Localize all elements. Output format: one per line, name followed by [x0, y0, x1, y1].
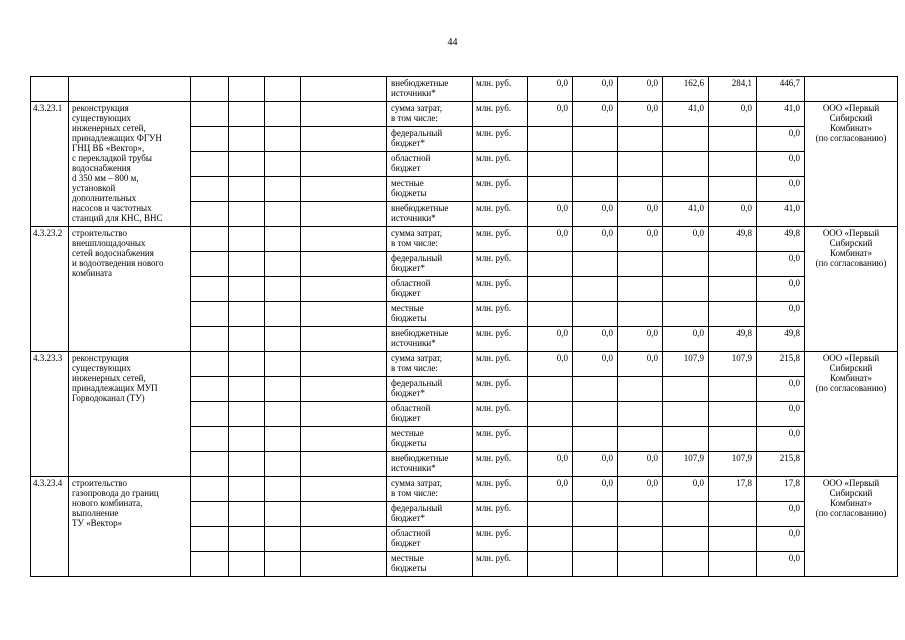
value-cell: 0,0: [757, 252, 805, 277]
blank-cell: [191, 227, 229, 252]
blank-cell: [265, 477, 301, 502]
blank-cell: [265, 452, 301, 477]
funding-source-cell: [387, 502, 473, 527]
unit-cell: млн. руб.: [473, 227, 528, 252]
funding-source: внебюджетные источники*: [391, 453, 449, 473]
blank-cell: [301, 227, 387, 252]
blank-cell: [229, 377, 265, 402]
value-cell: [663, 177, 709, 202]
table-row: [31, 102, 898, 127]
value-cell: 107,9: [709, 452, 757, 477]
value-cell: 0,0: [528, 77, 573, 102]
value-cell: 41,0: [757, 102, 805, 127]
value-cell: 0,0: [618, 477, 663, 502]
value-cell: [663, 277, 709, 302]
blank-cell: [301, 377, 387, 402]
unit-cell: млн. руб.: [473, 352, 528, 377]
funding-source-cell: [387, 352, 473, 377]
value-cell: 0,0: [573, 452, 618, 477]
value-cell: 0,0: [573, 77, 618, 102]
blank-cell: [265, 102, 301, 127]
value-cell: [573, 427, 618, 452]
value-cell: 0,0: [757, 402, 805, 427]
value-cell: [528, 302, 573, 327]
funding-source: местные бюджеты: [391, 303, 427, 323]
funding-source: местные бюджеты: [391, 428, 427, 448]
value-cell: 0,0: [528, 227, 573, 252]
value-cell: 107,9: [709, 352, 757, 377]
program-table: [30, 76, 898, 577]
funding-source-cell: [387, 452, 473, 477]
blank-cell: [265, 427, 301, 452]
blank-cell: [191, 452, 229, 477]
blank-cell: [229, 477, 265, 502]
value-cell: 0,0: [663, 477, 709, 502]
blank-cell: [191, 77, 229, 102]
unit-cell: млн. руб.: [473, 327, 528, 352]
value-cell: [573, 402, 618, 427]
executor-cell: ООО «Первый Сибирский Комбинат» (по согласованию): [805, 227, 898, 352]
value-cell: [709, 527, 757, 552]
funding-source-cell: [387, 152, 473, 177]
blank-cell: [191, 377, 229, 402]
funding-source: местные бюджеты: [391, 178, 427, 198]
value-cell: [663, 552, 709, 577]
blank-cell: [301, 402, 387, 427]
blank-cell: [301, 502, 387, 527]
funding-source: сумма затрат, в том числе:: [391, 478, 442, 498]
value-cell: [528, 277, 573, 302]
value-cell: [663, 527, 709, 552]
blank-cell: [191, 302, 229, 327]
unit-cell: млн. руб.: [473, 127, 528, 152]
funding-source: внебюджетные источники*: [391, 328, 449, 348]
value-cell: 0,0: [528, 452, 573, 477]
unit-cell: млн. руб.: [473, 177, 528, 202]
blank-cell: [191, 402, 229, 427]
value-cell: 0,0: [573, 477, 618, 502]
value-cell: [618, 252, 663, 277]
blank-cell: [229, 552, 265, 577]
value-cell: [663, 152, 709, 177]
value-cell: [709, 427, 757, 452]
value-cell: 0,0: [757, 177, 805, 202]
measure-name: реконструкция существующих инженерных сетей, принадлежащих МУП Горводоканал (ТУ): [69, 352, 191, 477]
value-cell: [528, 552, 573, 577]
value-cell: 0,0: [618, 352, 663, 377]
unit-cell: млн. руб.: [473, 552, 528, 577]
value-cell: [618, 152, 663, 177]
blank-cell: [229, 527, 265, 552]
blank-cell: [301, 302, 387, 327]
funding-source: федеральный бюджет*: [391, 503, 443, 523]
value-cell: 0,0: [618, 327, 663, 352]
blank-cell: [301, 177, 387, 202]
unit-cell: млн. руб.: [473, 277, 528, 302]
funding-source-cell: [387, 277, 473, 302]
value-cell: [573, 277, 618, 302]
value-cell: [573, 302, 618, 327]
value-cell: 41,0: [663, 102, 709, 127]
value-cell: 0,0: [528, 352, 573, 377]
value-cell: 0,0: [757, 427, 805, 452]
blank-cell: [265, 177, 301, 202]
value-cell: [663, 427, 709, 452]
measure-code: 4.3.23.1: [31, 102, 69, 227]
blank-cell: [301, 477, 387, 502]
value-cell: 0,0: [757, 552, 805, 577]
blank-cell: [265, 202, 301, 227]
value-cell: 107,9: [663, 452, 709, 477]
blank-cell: [229, 427, 265, 452]
name-cell: [69, 77, 191, 102]
value-cell: [709, 302, 757, 327]
blank-cell: [191, 502, 229, 527]
value-cell: 0,0: [709, 102, 757, 127]
blank-cell: [191, 352, 229, 377]
blank-cell: [229, 177, 265, 202]
blank-cell: [301, 152, 387, 177]
value-cell: 0,0: [757, 377, 805, 402]
value-cell: 0,0: [618, 227, 663, 252]
funding-source-cell: [387, 402, 473, 427]
value-cell: 0,0: [618, 77, 663, 102]
value-cell: [573, 377, 618, 402]
funding-source-cell: [387, 302, 473, 327]
value-cell: 446,7: [757, 77, 805, 102]
unit-cell: млн. руб.: [473, 377, 528, 402]
funding-source: сумма затрат, в том числе:: [391, 228, 442, 248]
measure-name: реконструкция существующих инженерных сетей, принадлежащих ФГУН ГНЦ ВБ «Вектор», с перекладкой трубы водоснабжения d 350 мм – 800 м, установкой дополнительных насосов и частотных станций для КНС, ВНС: [69, 102, 191, 227]
measure-name: строительство газопровода до границ нового комбината, выполнение ТУ «Вектор»: [69, 477, 191, 577]
value-cell: 0,0: [757, 152, 805, 177]
value-cell: [618, 402, 663, 427]
unit-cell: млн. руб.: [473, 427, 528, 452]
value-cell: 0,0: [618, 102, 663, 127]
blank-cell: [229, 352, 265, 377]
blank-cell: [301, 102, 387, 127]
blank-cell: [265, 77, 301, 102]
blank-cell: [191, 277, 229, 302]
value-cell: [528, 402, 573, 427]
funding-source-cell: [387, 477, 473, 502]
value-cell: [663, 502, 709, 527]
value-cell: [618, 377, 663, 402]
table-row: [31, 352, 898, 377]
blank-cell: [265, 302, 301, 327]
value-cell: 0,0: [573, 327, 618, 352]
value-cell: 49,8: [709, 327, 757, 352]
measure-code: 4.3.23.2: [31, 227, 69, 352]
blank-cell: [191, 252, 229, 277]
value-cell: [528, 527, 573, 552]
value-cell: [663, 377, 709, 402]
table-row: [31, 227, 898, 252]
value-cell: 0,0: [618, 452, 663, 477]
value-cell: [573, 177, 618, 202]
value-cell: [709, 502, 757, 527]
value-cell: 107,9: [663, 352, 709, 377]
value-cell: 284,1: [709, 77, 757, 102]
blank-cell: [265, 252, 301, 277]
value-cell: [528, 252, 573, 277]
funding-source-cell: [387, 102, 473, 127]
blank-cell: [301, 277, 387, 302]
blank-cell: [191, 152, 229, 177]
measure-name: строительство внешплощадочных сетей водоснабжения и водоотведения нового комбината: [69, 227, 191, 352]
table-row: [31, 477, 898, 502]
funding-source-cell: [387, 227, 473, 252]
value-cell: 162,6: [663, 77, 709, 102]
blank-cell: [301, 427, 387, 452]
blank-cell: [191, 552, 229, 577]
value-cell: [528, 502, 573, 527]
blank-cell: [265, 152, 301, 177]
page-number: 44: [447, 37, 458, 48]
executor-cell: ООО «Первый Сибирский Комбинат» (по согласованию): [805, 102, 898, 227]
value-cell: [618, 302, 663, 327]
value-cell: 0,0: [757, 502, 805, 527]
blank-cell: [229, 277, 265, 302]
funding-source: внебюджетные источники*: [391, 78, 449, 98]
unit-cell: млн. руб.: [473, 202, 528, 227]
funding-source: федеральный бюджет*: [391, 378, 443, 398]
value-cell: [528, 427, 573, 452]
value-cell: [709, 152, 757, 177]
blank-cell: [301, 127, 387, 152]
blank-cell: [229, 227, 265, 252]
value-cell: [618, 552, 663, 577]
blank-cell: [191, 127, 229, 152]
blank-cell: [301, 452, 387, 477]
value-cell: 49,8: [709, 227, 757, 252]
value-cell: 0,0: [528, 327, 573, 352]
value-cell: [528, 152, 573, 177]
value-cell: 41,0: [757, 202, 805, 227]
blank-cell: [229, 327, 265, 352]
unit-cell: млн. руб.: [473, 402, 528, 427]
blank-cell: [229, 402, 265, 427]
value-cell: [528, 127, 573, 152]
unit-cell: млн. руб.: [473, 302, 528, 327]
funding-source: сумма затрат, в том числе:: [391, 353, 442, 373]
value-cell: [663, 127, 709, 152]
value-cell: 0,0: [528, 102, 573, 127]
value-cell: 0,0: [573, 202, 618, 227]
blank-cell: [191, 327, 229, 352]
value-cell: [709, 127, 757, 152]
value-cell: 17,8: [709, 477, 757, 502]
value-cell: 0,0: [757, 527, 805, 552]
blank-cell: [229, 252, 265, 277]
unit-cell: млн. руб.: [473, 77, 528, 102]
blank-cell: [265, 527, 301, 552]
blank-cell: [191, 427, 229, 452]
value-cell: [709, 402, 757, 427]
unit-cell: млн. руб.: [473, 102, 528, 127]
blank-cell: [301, 77, 387, 102]
value-cell: [618, 427, 663, 452]
unit-cell: млн. руб.: [473, 502, 528, 527]
unit-cell: млн. руб.: [473, 477, 528, 502]
blank-cell: [191, 477, 229, 502]
value-cell: 0,0: [573, 102, 618, 127]
value-cell: [573, 127, 618, 152]
blank-cell: [229, 202, 265, 227]
value-cell: 0,0: [618, 202, 663, 227]
value-cell: [528, 377, 573, 402]
value-cell: [618, 502, 663, 527]
value-cell: 215,8: [757, 352, 805, 377]
blank-cell: [265, 502, 301, 527]
value-cell: 0,0: [757, 277, 805, 302]
blank-cell: [229, 452, 265, 477]
blank-cell: [229, 152, 265, 177]
funding-source-cell: [387, 252, 473, 277]
blank-cell: [301, 552, 387, 577]
blank-cell: [229, 102, 265, 127]
funding-source-cell: [387, 427, 473, 452]
value-cell: [573, 552, 618, 577]
unit-cell: млн. руб.: [473, 152, 528, 177]
value-cell: [573, 152, 618, 177]
funding-source-cell: [387, 127, 473, 152]
funding-source-cell: [387, 552, 473, 577]
value-cell: 215,8: [757, 452, 805, 477]
blank-cell: [265, 377, 301, 402]
value-cell: [618, 277, 663, 302]
blank-cell: [229, 502, 265, 527]
funding-source: областной бюджет: [391, 403, 431, 423]
funding-source: местные бюджеты: [391, 553, 427, 573]
blank-cell: [229, 77, 265, 102]
funding-source: областной бюджет: [391, 278, 431, 298]
funding-source-cell: [387, 202, 473, 227]
value-cell: 0,0: [573, 352, 618, 377]
value-cell: 0,0: [709, 202, 757, 227]
blank-cell: [301, 202, 387, 227]
funding-source: областной бюджет: [391, 528, 431, 548]
measure-code: 4.3.23.3: [31, 352, 69, 477]
blank-cell: [265, 277, 301, 302]
blank-cell: [301, 327, 387, 352]
value-cell: [709, 252, 757, 277]
blank-cell: [265, 227, 301, 252]
unit-cell: млн. руб.: [473, 452, 528, 477]
value-cell: [709, 277, 757, 302]
value-cell: 0,0: [663, 327, 709, 352]
funding-source-cell: [387, 377, 473, 402]
value-cell: [663, 252, 709, 277]
blank-cell: [229, 302, 265, 327]
value-cell: 0,0: [757, 302, 805, 327]
value-cell: [663, 402, 709, 427]
unit-cell: млн. руб.: [473, 527, 528, 552]
blank-cell: [265, 127, 301, 152]
blank-cell: [191, 177, 229, 202]
funding-source: федеральный бюджет*: [391, 128, 443, 148]
unit-cell: млн. руб.: [473, 252, 528, 277]
funding-source-cell: [387, 327, 473, 352]
value-cell: [618, 527, 663, 552]
value-cell: 0,0: [757, 127, 805, 152]
executor-cell: ООО «Первый Сибирский Комбинат» (по согласованию): [805, 477, 898, 577]
table-row: [31, 77, 898, 102]
funding-source-cell: [387, 527, 473, 552]
blank-cell: [301, 252, 387, 277]
funding-source: федеральный бюджет*: [391, 253, 443, 273]
value-cell: [528, 177, 573, 202]
measure-code: 4.3.23.4: [31, 477, 69, 577]
value-cell: 17,8: [757, 477, 805, 502]
blank-cell: [229, 127, 265, 152]
blank-cell: [265, 327, 301, 352]
value-cell: 0,0: [663, 227, 709, 252]
value-cell: 0,0: [528, 202, 573, 227]
value-cell: 0,0: [573, 227, 618, 252]
value-cell: [618, 177, 663, 202]
value-cell: [709, 177, 757, 202]
funding-source: сумма затрат, в том числе:: [391, 103, 442, 123]
funding-source: внебюджетные источники*: [391, 203, 449, 223]
funding-source-cell: [387, 77, 473, 102]
value-cell: [573, 252, 618, 277]
value-cell: 0,0: [528, 477, 573, 502]
value-cell: [663, 302, 709, 327]
blank-cell: [265, 352, 301, 377]
blank-cell: [265, 402, 301, 427]
code-cell: [31, 77, 69, 102]
blank-cell: [191, 202, 229, 227]
executor-cell: [805, 77, 898, 102]
blank-cell: [301, 527, 387, 552]
blank-cell: [301, 352, 387, 377]
funding-source-cell: [387, 177, 473, 202]
blank-cell: [265, 552, 301, 577]
value-cell: 49,8: [757, 227, 805, 252]
blank-cell: [191, 527, 229, 552]
funding-source: областной бюджет: [391, 153, 431, 173]
value-cell: [709, 377, 757, 402]
value-cell: [709, 552, 757, 577]
value-cell: 41,0: [663, 202, 709, 227]
value-cell: [573, 527, 618, 552]
value-cell: 49,8: [757, 327, 805, 352]
value-cell: [573, 502, 618, 527]
executor-cell: ООО «Первый Сибирский Комбинат» (по согласованию): [805, 352, 898, 477]
blank-cell: [191, 102, 229, 127]
value-cell: [618, 127, 663, 152]
